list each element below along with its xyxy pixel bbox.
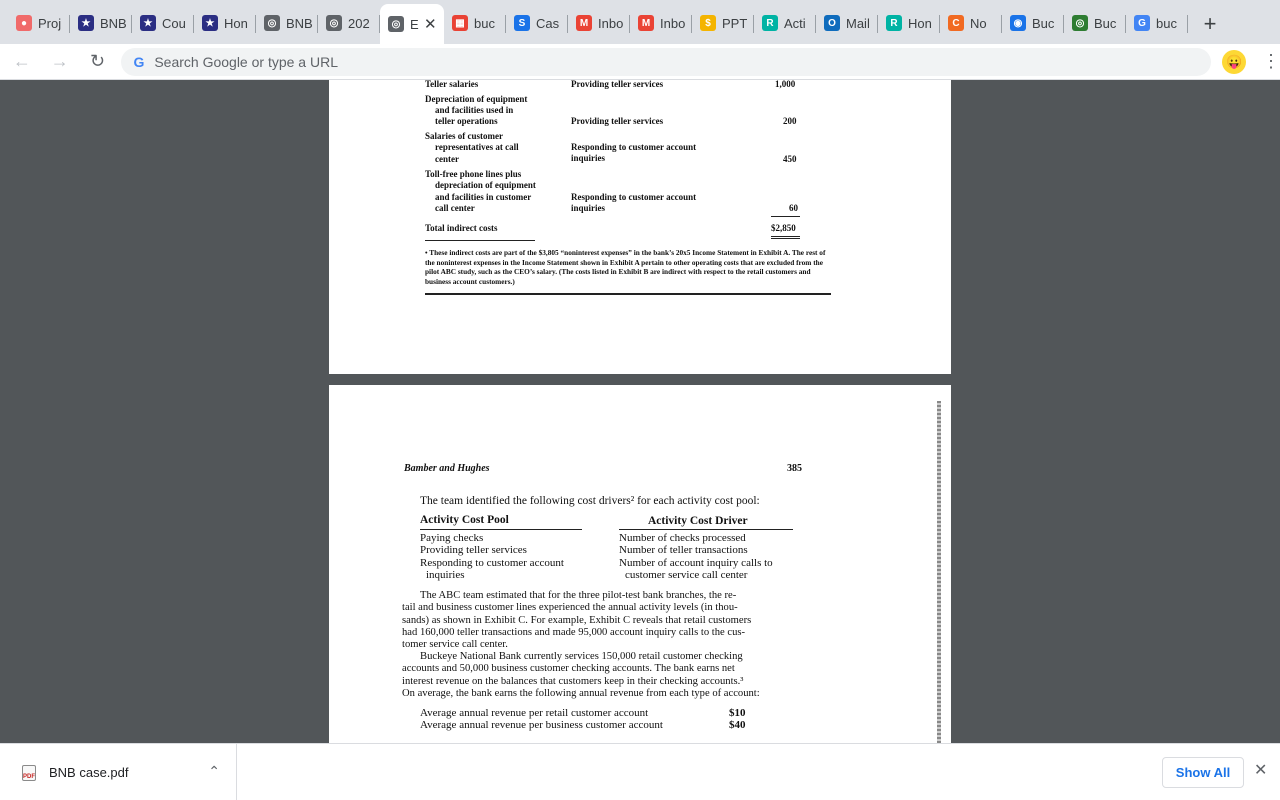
row-label: Depreciation of equipment xyxy=(425,94,528,104)
download-filename: BNB case.pdf xyxy=(49,765,129,780)
revenue-label: Average annual revenue per retail customer account xyxy=(420,707,649,719)
back-arrow-icon[interactable]: ← xyxy=(12,51,31,71)
col-rule xyxy=(619,529,793,530)
running-header: Bamber and Hughes xyxy=(404,463,490,474)
para-line: interest revenue on the balances that customers keep in their checking accounts.³ xyxy=(402,675,744,687)
tab-0[interactable] xyxy=(8,5,70,41)
col-rule xyxy=(420,529,582,530)
tab-label: Hon xyxy=(224,15,248,31)
pdf-page-1 xyxy=(329,80,951,374)
para-line: On average, the bank earns the following annual revenue from each type of account: xyxy=(402,687,760,699)
row-label: and facilities used in xyxy=(435,105,514,115)
tab-17[interactable] xyxy=(1064,5,1126,41)
tab-label: Acti xyxy=(784,15,806,31)
tab-label: Proj xyxy=(38,15,62,31)
tab-11[interactable] xyxy=(692,5,754,41)
tab-5[interactable] xyxy=(318,5,380,41)
pdf-viewer[interactable] xyxy=(0,80,1280,743)
show-all-button[interactable]: Show All xyxy=(1162,757,1244,788)
para-line: accounts and 50,000 business customer checking accounts. The bank earns net xyxy=(402,663,735,675)
r-icon: R xyxy=(886,15,902,31)
google-icon: G xyxy=(1134,15,1150,31)
total-rule xyxy=(771,236,800,237)
browser-toolbar xyxy=(0,44,1280,80)
exhibit-bottom-rule xyxy=(425,293,831,295)
tab-label: Mail xyxy=(846,15,870,31)
tab-4[interactable] xyxy=(256,5,318,41)
star-shield-icon: ★ xyxy=(140,15,156,31)
row-amount: 450 xyxy=(783,154,797,164)
tab-label: No xyxy=(970,15,987,31)
reload-icon[interactable]: ↻ xyxy=(89,51,106,71)
row-activity: Responding to customer account xyxy=(571,192,697,202)
star-shield-icon: ★ xyxy=(202,15,218,31)
tab-1[interactable] xyxy=(70,5,132,41)
row-amount: 1,000 xyxy=(775,80,796,89)
para-line: Buckeye National Bank currently services 150,000 retail customer checking xyxy=(420,651,743,662)
row-label: center xyxy=(435,154,459,164)
intro-sentence: The team identified the following cost drivers² for each activity cost pool: xyxy=(420,495,760,507)
address-bar[interactable] xyxy=(121,48,1211,76)
calendar-icon: ▦ xyxy=(452,15,468,31)
globe-icon: ◎ xyxy=(1072,15,1088,31)
tab-14[interactable] xyxy=(878,5,940,41)
revenue-label: Average annual revenue per business customer account xyxy=(420,719,663,731)
tab-label: BNB xyxy=(100,15,127,31)
driver-item: Number of checks processed xyxy=(619,532,746,544)
driver-item: Number of account inquiry calls to xyxy=(619,557,773,569)
para-line: sands) as shown in Exhibit C. For example, Exhibit C reveals that retail customers xyxy=(402,614,752,626)
pool-item: Providing teller services xyxy=(420,544,527,556)
row-label: teller operations xyxy=(435,116,498,126)
page-number: 385 xyxy=(787,463,802,474)
tab-10[interactable] xyxy=(630,5,692,41)
tab-label: Buc xyxy=(1094,15,1117,31)
s-icon: S xyxy=(514,15,530,31)
driver-item: Number of teller transactions xyxy=(619,544,748,556)
tab-16[interactable] xyxy=(1002,5,1064,41)
row-label: Toll-free phone lines plus xyxy=(425,169,522,179)
pdf-file-icon: PDF xyxy=(22,765,36,781)
tab-3[interactable] xyxy=(194,5,256,41)
total-amount: $2,850 xyxy=(771,223,796,233)
pdf-page-2 xyxy=(329,385,951,743)
tab-label: BNB xyxy=(286,15,313,31)
paragraph-2 xyxy=(402,651,804,700)
para-line: The ABC team estimated that for the three pilot-test bank branches, the re- xyxy=(420,590,737,601)
c-icon: C xyxy=(948,15,964,31)
row-activity: inquiries xyxy=(571,203,606,213)
close-icon[interactable]: ✕ xyxy=(1254,762,1268,779)
row-amount: 200 xyxy=(783,116,797,126)
footnote: • These indirect costs are part of the $3,805 “noninterest expenses” in the bank’s 20x5 Income Statement in Exhibit A. The rest of the noninterest expenses in the Income Statement shown in Exhibit A pertain to other operating costs that are excluded from the pilot ABC study, such as the CEO’s salary. (The costs listed in Exhibit B are indirect with respect to the retail customers and business account customers.) xyxy=(425,248,826,286)
tab-6[interactable] xyxy=(380,4,444,44)
tab-7[interactable] xyxy=(444,5,506,41)
row-label: depreciation of equipment xyxy=(435,180,536,190)
subtotal-rule xyxy=(771,216,800,217)
tab-label: Cas xyxy=(536,15,560,31)
globe-icon: ◎ xyxy=(388,16,404,32)
tab-label: Inbo xyxy=(598,15,624,31)
row-amount: 60 xyxy=(789,203,798,213)
para-line: had 160,000 teller transactions and made 95,000 account inquiry calls to the cus- xyxy=(402,626,746,638)
tab-2[interactable] xyxy=(132,5,194,41)
tab-strip xyxy=(0,0,1280,44)
footnote-rule xyxy=(425,240,535,241)
row-label: call center xyxy=(435,203,475,213)
tab-label: Inbo xyxy=(660,15,686,31)
total-label: Total indirect costs xyxy=(425,223,498,233)
gmail-icon: M xyxy=(576,15,592,31)
col-head-driver: Activity Cost Driver xyxy=(648,515,748,527)
pool-item: Paying checks xyxy=(420,532,484,544)
tab-15[interactable] xyxy=(940,5,1002,41)
pin-icon: ◉ xyxy=(1010,15,1026,31)
tab-label: buc xyxy=(474,15,495,31)
globe-icon: ◎ xyxy=(326,15,342,31)
row-activity: Providing teller services xyxy=(571,116,664,126)
row-label: Teller salaries xyxy=(425,80,479,89)
star-shield-icon: ★ xyxy=(78,15,94,31)
r-icon: R xyxy=(762,15,778,31)
forward-arrow-icon[interactable]: → xyxy=(50,51,69,71)
tab-label: buc xyxy=(1156,15,1177,31)
tab-close-icon[interactable]: ✕ xyxy=(424,16,437,33)
revenue-value: $10 xyxy=(729,707,746,719)
download-bar xyxy=(0,743,1280,800)
tab-18[interactable] xyxy=(1126,5,1188,41)
google-icon: G xyxy=(133,53,145,70)
driver-item: customer service call center xyxy=(625,569,748,581)
scan-edge xyxy=(937,401,941,743)
profile-avatar[interactable]: 😛 xyxy=(1222,50,1246,74)
globe-icon: ◎ xyxy=(264,15,280,31)
row-label: and facilities in customer xyxy=(435,192,532,202)
row-activity: Providing teller services xyxy=(571,80,664,89)
paragraph-1 xyxy=(402,590,804,651)
tab-13[interactable] xyxy=(816,5,878,41)
row-activity: Responding to customer account xyxy=(571,142,697,152)
asana-icon: ● xyxy=(16,15,32,31)
tab-label: Hon xyxy=(908,15,932,31)
chevron-up-icon[interactable]: ⌃ xyxy=(208,763,220,779)
tab-label: Cou xyxy=(162,15,186,31)
outlook-icon: O xyxy=(824,15,840,31)
tab-9[interactable] xyxy=(568,5,630,41)
tab-label: Buc xyxy=(1032,15,1055,31)
row-label: Salaries of customer xyxy=(425,131,503,141)
tab-8[interactable] xyxy=(506,5,568,41)
download-item[interactable] xyxy=(0,744,237,800)
total-rule xyxy=(771,238,800,239)
new-tab-button[interactable]: + xyxy=(1203,11,1217,36)
col-head-pool: Activity Cost Pool xyxy=(420,514,509,526)
tab-label: 202 xyxy=(348,15,370,31)
dollar-icon: $ xyxy=(700,15,716,31)
revenue-value: $40 xyxy=(729,719,746,731)
gmail-icon: M xyxy=(638,15,654,31)
row-activity: inquiries xyxy=(571,153,606,163)
menu-kebab-icon[interactable]: ⋮ xyxy=(1262,51,1280,71)
tab-label: PPT xyxy=(722,15,748,31)
para-line: tomer service call center. xyxy=(402,639,508,651)
pool-item: inquiries xyxy=(426,569,465,581)
pool-item: Responding to customer account xyxy=(420,557,564,569)
row-label: representatives at call xyxy=(435,142,519,152)
address-placeholder: Search Google or type a URL xyxy=(154,53,338,70)
tab-label: E xyxy=(410,16,419,32)
tab-12[interactable] xyxy=(754,5,816,41)
para-line: tail and business customer lines experienced the annual activity levels (in thou- xyxy=(402,602,738,614)
